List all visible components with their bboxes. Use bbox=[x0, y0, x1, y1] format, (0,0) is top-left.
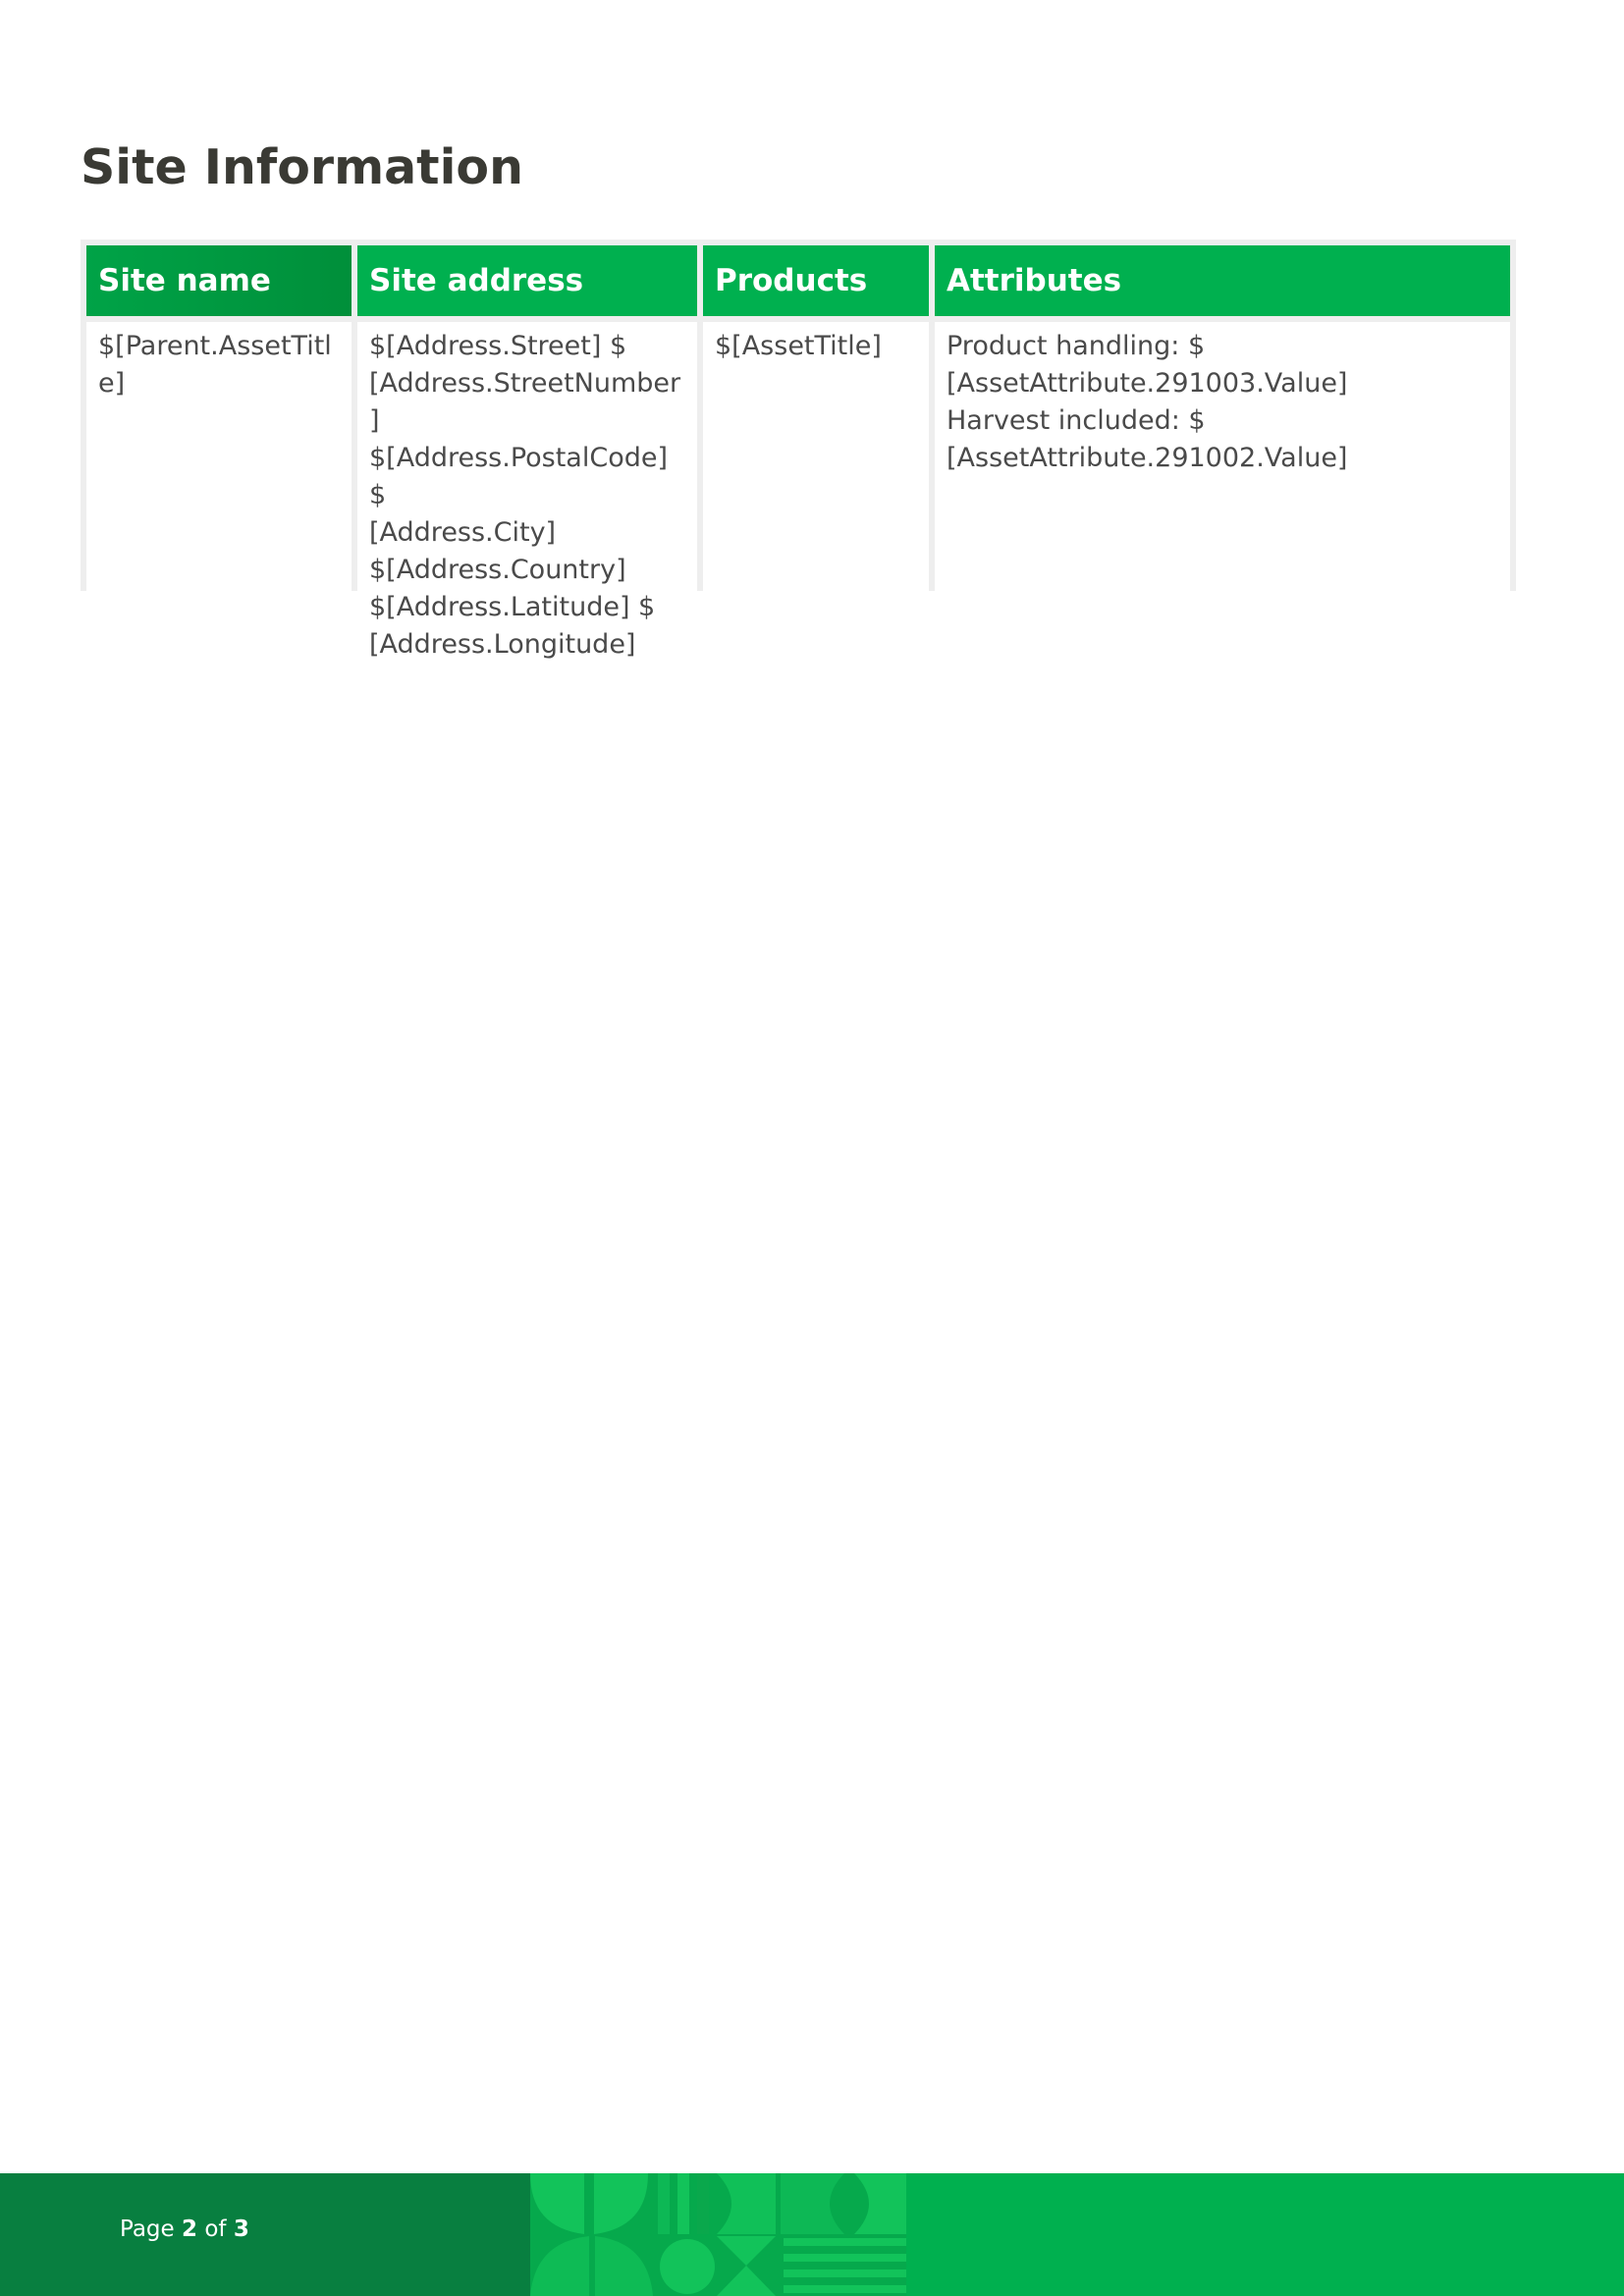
address-line: [Address.Longitude] bbox=[369, 629, 636, 660]
attribute-line: Product handling: $ bbox=[947, 331, 1206, 361]
site-information-table-container bbox=[81, 240, 1516, 660]
site-information-table bbox=[81, 240, 1516, 669]
address-line: [Address.StreetNumber] bbox=[369, 368, 681, 436]
footer-dark-panel bbox=[0, 2173, 530, 2296]
header-attributes: Attributes bbox=[935, 245, 1510, 316]
cell-products bbox=[703, 322, 929, 664]
page-footer bbox=[0, 2173, 1624, 2296]
address-line: $[Address.Country] bbox=[369, 555, 626, 585]
address-line: $[Address.PostalCode] $ bbox=[369, 443, 669, 510]
address-line: [Address.City] bbox=[369, 517, 557, 548]
page-number bbox=[120, 2216, 249, 2242]
site-name-value: $[Parent.AssetTitle] bbox=[98, 331, 332, 399]
attribute-line: Harvest included: $ bbox=[947, 405, 1206, 436]
cell-site-address bbox=[357, 322, 697, 664]
address-line: $[Address.Latitude] $ bbox=[369, 592, 656, 622]
products-value: $[AssetTitle] bbox=[715, 331, 882, 361]
header-products: Products bbox=[703, 245, 929, 316]
attribute-line: [AssetAttribute.291002.Value] bbox=[947, 443, 1348, 473]
cell-site-name bbox=[86, 322, 352, 664]
header-site-address: Site address bbox=[357, 245, 697, 316]
leaf-pattern-icon bbox=[530, 2173, 906, 2296]
cell-attributes bbox=[935, 322, 1510, 664]
address-line: $[Address.Street] $ bbox=[369, 331, 627, 361]
page-prefix: Page bbox=[120, 2216, 175, 2242]
attribute-line: [AssetAttribute.291003.Value] bbox=[947, 368, 1348, 399]
total-pages: 3 bbox=[233, 2216, 249, 2242]
table-row bbox=[86, 322, 1510, 664]
current-page: 2 bbox=[182, 2216, 198, 2242]
page-title: Site Information bbox=[81, 139, 523, 195]
page-separator: of bbox=[204, 2216, 227, 2242]
header-site-name: Site name bbox=[86, 245, 352, 316]
table-header-row bbox=[86, 245, 1510, 316]
